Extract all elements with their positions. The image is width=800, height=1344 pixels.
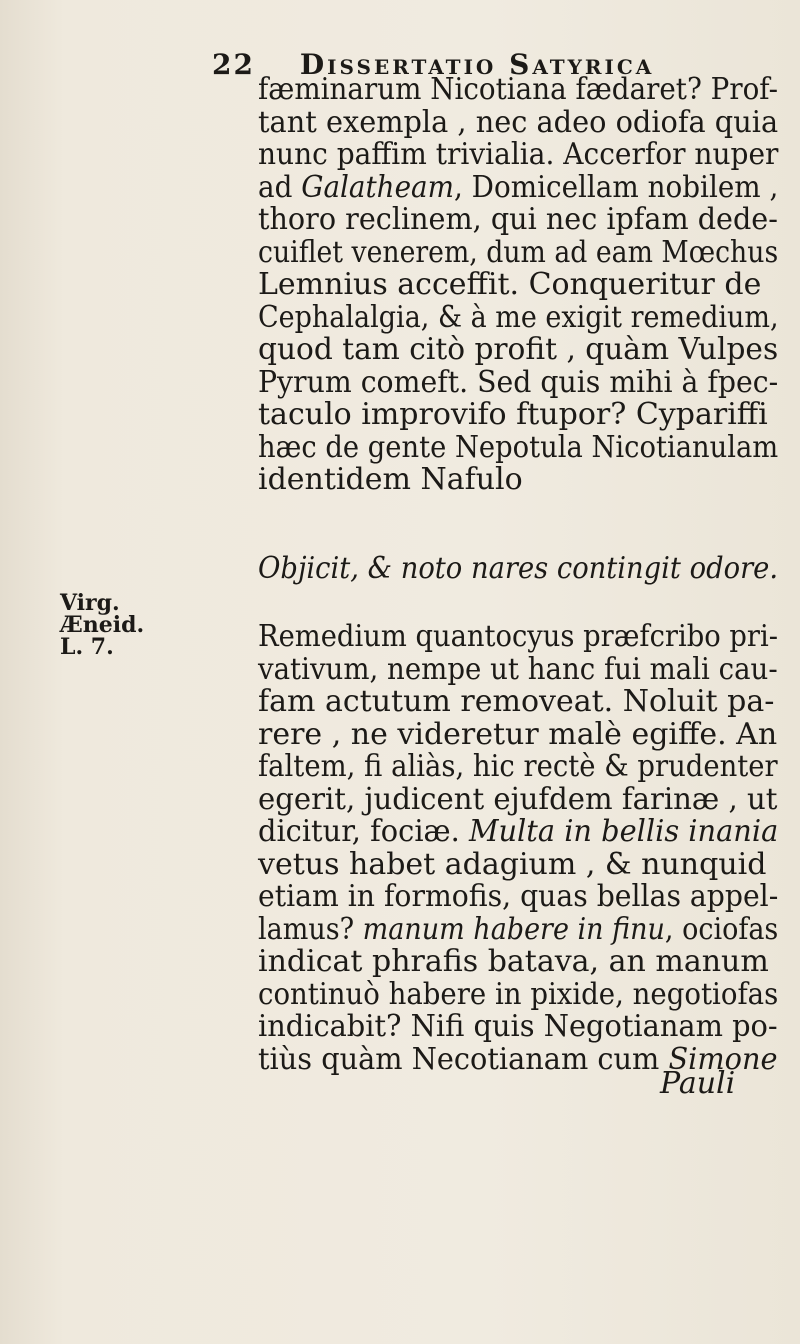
page-number: 22 — [212, 48, 255, 81]
text-line: thoro reclinem, qui nec ipfam dede- — [258, 202, 778, 237]
text-line: dicitur, fociæ. Multa in bellis inania — [258, 814, 779, 849]
text-line: etiam in formofis, quas bellas appel- — [258, 879, 779, 914]
verse-quotation: Objicit, & noto nares contingit odore. — [258, 550, 779, 586]
text-line: continuò habere in pixide, negotiofas — [258, 976, 779, 1012]
text-line: nunc paffim trivialia. Accerfor nuper — [258, 137, 779, 172]
text-line: indicat phrafis batava, an manum — [258, 944, 769, 979]
margin-line: L. 7. — [60, 634, 114, 660]
catchword: Pauli — [660, 1066, 736, 1101]
text-line: faltem, fi aliàs, hic rectè & prudenter — [258, 749, 778, 784]
text-line: Remedium quantocyus præfcribo pri- — [258, 619, 778, 654]
text-line: ad Galatheam, Domicellam nobilem , — [258, 169, 779, 205]
text-line: Pyrum comeft. Sed quis mihi à fpec- — [258, 364, 779, 400]
text-line: Cephalalgia, & à me exigit remedium, — [258, 299, 779, 335]
text-line: rere , ne videretur malè egiffe. An — [258, 716, 778, 752]
text-line: fæminarum Nicotiana fædaret? Prof- — [258, 72, 778, 107]
running-title: Dissertatio Satyrica — [299, 48, 655, 81]
text-line: vativum, nempe ut hanc fui mali cau- — [258, 651, 778, 687]
text-line: identidem Nafulo — [258, 462, 523, 497]
text-line: indicabit? Nifi quis Negotianam po- — [258, 1009, 778, 1044]
text-line: quod tam citò profit , quàm Vulpes — [258, 332, 779, 367]
text-line: vetus habet adagium , & nunquid — [258, 846, 767, 882]
text-line: Lemnius acceffit. Conqueritur de — [258, 267, 762, 302]
margin-line: Virg. — [60, 590, 120, 616]
text-line: tiùs quàm Necotianam cum Simone — [258, 1041, 778, 1077]
main-text — [258, 74, 778, 1076]
text-line: taculo improvifo ftupor? Cypariffi — [258, 397, 768, 432]
text-line: fam actutum removeat. Noluit pa- — [258, 684, 775, 719]
text-line: egerit, judicent ejufdem farinæ , ut — [258, 781, 778, 817]
margin-line: Æneid. — [60, 612, 145, 638]
text-line: cuiflet venerem, dum ad eam Mœchus — [258, 234, 779, 270]
text-line: hæc de gente Nepotula Nicotianulam — [258, 429, 779, 465]
text-line: lamus? manum habere in finu, ociofas — [258, 911, 779, 947]
text-line: tant exempla , nec adeo odiofa quia — [258, 104, 779, 140]
margin-reference — [60, 590, 145, 660]
